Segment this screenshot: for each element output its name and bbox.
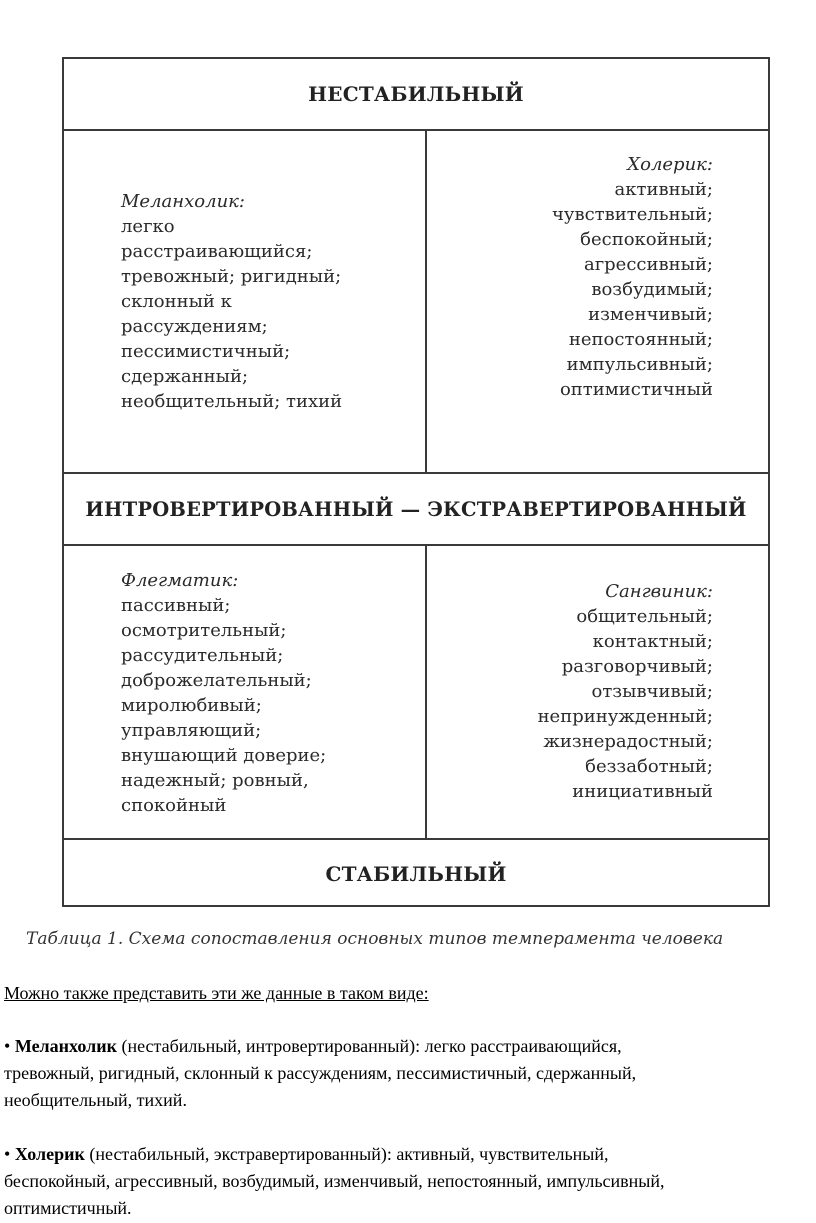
- trait-line: контактный;: [592, 631, 713, 652]
- vertical-divider-bottom: [425, 544, 427, 838]
- melancholic-title: Меланхолик:: [121, 191, 245, 212]
- trait-line: изменчивый;: [588, 304, 713, 325]
- intro-text: Можно также представить эти же данные в таком виде:: [4, 983, 429, 1003]
- vertical-divider-top: [425, 129, 427, 472]
- trait-line: оптимистичный: [559, 379, 713, 400]
- trait-line: доброжелательный;: [121, 670, 312, 691]
- paragraph-line: оптимистичный.: [4, 1198, 132, 1218]
- trait-line: беспокойный;: [580, 229, 713, 250]
- paragraph-line: (нестабильный, экстравертированный): активный, чувствительный,: [89, 1144, 609, 1164]
- trait-line: непринужденный;: [537, 706, 713, 727]
- melancholic-paragraph: [4, 1033, 804, 1114]
- trait-line: жизнерадостный;: [543, 731, 713, 752]
- trait-line: инициативный: [572, 781, 713, 802]
- term-choleric: Холерик: [14, 1144, 85, 1164]
- table-caption: Таблица 1. Схема сопоставления основных типов темперамента человека: [26, 929, 724, 949]
- unstable-label: НЕСТАБИЛЬНЫЙ: [64, 59, 768, 131]
- trait-line: склонный к: [121, 291, 232, 312]
- choleric-title: Холерик:: [627, 154, 713, 175]
- trait-line: необщительный; тихий: [121, 391, 343, 412]
- trait-line: возбудимый;: [591, 279, 713, 300]
- bullet: •: [4, 1144, 11, 1164]
- trait-line: пассивный;: [121, 595, 231, 616]
- trait-line: беззаботный;: [585, 756, 713, 777]
- trait-line: тревожный; ригидный;: [121, 266, 342, 287]
- paragraph-line: (нестабильный, интровертированный): легко расстраивающийся,: [121, 1036, 622, 1056]
- trait-line: легко: [121, 216, 175, 237]
- trait-line: агрессивный;: [583, 254, 713, 275]
- melancholic-cell: [121, 189, 342, 414]
- trait-line: активный;: [614, 179, 713, 200]
- phlegmatic-cell: [121, 568, 326, 818]
- trait-line: управляющий;: [121, 720, 262, 741]
- trait-line: общительный;: [576, 606, 713, 627]
- introvert-extravert-axis-label: ИНТРОВЕРТИРОВАННЫЙ — ЭКСТРАВЕРТИРОВАННЫЙ: [64, 472, 768, 546]
- term-melancholic: Меланхолик: [14, 1036, 117, 1056]
- trait-line: осмотрительный;: [121, 620, 287, 641]
- sanguine-title: Сангвиник:: [605, 581, 713, 602]
- paragraph-line: необщительный, тихий.: [4, 1090, 187, 1110]
- trait-line: рассуждениям;: [121, 316, 268, 337]
- trait-line: отзывчивый;: [591, 681, 713, 702]
- trait-line: разговорчивый;: [561, 656, 713, 677]
- trait-line: импульсивный;: [566, 354, 713, 375]
- paragraph-line: тревожный, ригидный, склонный к рассуждениям, пессимистичный, сдержанный,: [4, 1063, 637, 1083]
- trait-line: расстраивающийся;: [121, 241, 313, 262]
- paragraph-line: беспокойный, агрессивный, возбудимый, изменчивый, непостоянный, импульсивный,: [4, 1171, 665, 1191]
- phlegmatic-title: Флегматик:: [121, 570, 239, 591]
- bullet: •: [4, 1036, 11, 1056]
- trait-line: внушающий доверие;: [121, 745, 327, 766]
- temperament-diagram: [62, 57, 770, 907]
- trait-line: непостоянный;: [568, 329, 713, 350]
- choleric-paragraph: [4, 1141, 804, 1222]
- trait-line: миролюбивый;: [121, 695, 262, 716]
- choleric-cell: [552, 152, 713, 402]
- stable-label: СТАБИЛЬНЫЙ: [64, 838, 768, 907]
- trait-line: спокойный: [121, 795, 227, 816]
- trait-line: пессимистичный;: [121, 341, 291, 362]
- trait-line: сдержанный;: [121, 366, 249, 387]
- trait-line: чувствительный;: [551, 204, 713, 225]
- sanguine-cell: [538, 579, 713, 804]
- trait-line: надежный; ровный,: [121, 770, 309, 791]
- trait-line: рассудительный;: [121, 645, 284, 666]
